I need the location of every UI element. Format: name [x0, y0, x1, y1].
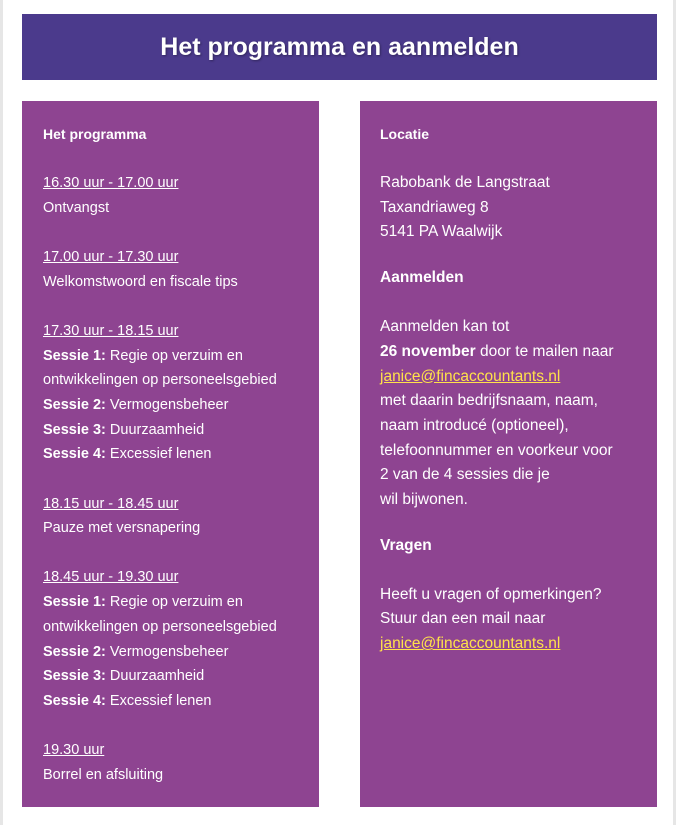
session-text-continued: ontwikkelingen op personeelsgebied: [43, 372, 277, 389]
deadline-suffix: door te mailen naar: [475, 342, 614, 360]
aanmelden-text: [380, 315, 657, 513]
session-item: [43, 393, 319, 418]
session-label: Sessie 2:: [43, 643, 106, 660]
header-banner: [22, 14, 657, 80]
program-time: 18.15 uur - 18.45 uur: [43, 495, 179, 512]
program-block-sessies-2: [43, 565, 319, 713]
program-desc: Borrel en afsluiting: [43, 766, 164, 783]
aanmelden-email-link[interactable]: janice@fincaccountants.nl: [380, 367, 561, 385]
session-text-continued: ontwikkelingen op personeelsgebied: [43, 618, 277, 635]
session-label: Sessie 3:: [43, 421, 106, 438]
locatie-address: [380, 171, 657, 245]
vragen-line: Heeft u vragen of opmerkingen?: [380, 585, 602, 603]
program-time: 18.45 uur - 19.30 uur: [43, 569, 179, 586]
session-item: [43, 442, 319, 467]
deadline-date: 26 november: [380, 342, 476, 360]
session-text: Duurzaamheid: [105, 668, 205, 685]
aanmelden-deadline-line: [380, 340, 657, 365]
vragen-line: Stuur dan een mail naar: [380, 610, 546, 628]
aanmelden-title: Aanmelden: [380, 269, 464, 287]
locatie-title: Locatie: [380, 126, 430, 142]
session-label: Sessie 2:: [43, 396, 106, 413]
page-title: Het programma en aanmelden: [160, 32, 519, 61]
session-item: [43, 590, 319, 615]
session-text: Vermogensbeheer: [105, 396, 229, 413]
vragen-title: Vragen: [380, 536, 432, 554]
address-line: Taxandriaweg 8: [380, 198, 489, 216]
session-item: [43, 344, 319, 369]
programma-panel: [22, 101, 319, 807]
session-item: [43, 418, 319, 443]
program-desc: Ontvangst: [43, 199, 110, 216]
vragen-email-line: [380, 632, 657, 657]
program-block-ontvangst: [43, 171, 319, 220]
aanmelden-line: 2 van de 4 sessies die je: [380, 466, 550, 484]
session-text: Regie op verzuim en: [105, 347, 243, 364]
session-label: Sessie 4:: [43, 692, 106, 709]
program-block-pauze: [43, 492, 319, 541]
aanmelden-line: wil bijwonen.: [380, 491, 468, 509]
program-block-sessies-1: [43, 319, 319, 467]
program-time: 17.30 uur - 18.15 uur: [43, 322, 179, 339]
program-block-borrel: [43, 738, 319, 787]
program-desc: Pauze met versnapering: [43, 520, 201, 537]
address-line: 5141 PA Waalwijk: [380, 223, 503, 241]
program-desc: Welkomstwoord en fiscale tips: [43, 273, 238, 290]
aanmelden-line: naam introducé (optioneel),: [380, 416, 569, 434]
vragen-text: [380, 583, 657, 657]
session-text: Vermogensbeheer: [105, 643, 229, 660]
program-time: 16.30 uur - 17.00 uur: [43, 175, 179, 191]
session-item: [43, 689, 319, 714]
session-text: Regie op verzuim en: [105, 594, 243, 611]
session-text: Excessief lenen: [105, 692, 212, 709]
session-text: Duurzaamheid: [105, 421, 205, 438]
aanmelden-email-line: [380, 365, 657, 390]
session-text: Excessief lenen: [105, 446, 212, 463]
program-block-welkom: [43, 245, 319, 294]
session-item: [43, 664, 319, 689]
aanmelden-line: met daarin bedrijfsnaam, naam,: [380, 392, 598, 410]
aanmelden-line: telefoonnummer en voorkeur voor: [380, 441, 613, 459]
session-label: Sessie 1:: [43, 347, 106, 364]
address-line: Rabobank de Langstraat: [380, 174, 550, 191]
session-label: Sessie 1:: [43, 594, 106, 611]
programma-title: Het programma: [43, 126, 147, 142]
page-border-left: [0, 0, 3, 825]
aanmelden-line: Aanmelden kan tot: [380, 318, 510, 336]
program-time: 19.30 uur: [43, 742, 105, 759]
info-panel: [360, 101, 657, 807]
session-label: Sessie 4:: [43, 446, 106, 463]
program-time: 17.00 uur - 17.30 uur: [43, 248, 179, 265]
session-item: [43, 640, 319, 665]
vragen-email-link[interactable]: janice@fincaccountants.nl: [380, 635, 561, 653]
session-label: Sessie 3:: [43, 668, 106, 685]
